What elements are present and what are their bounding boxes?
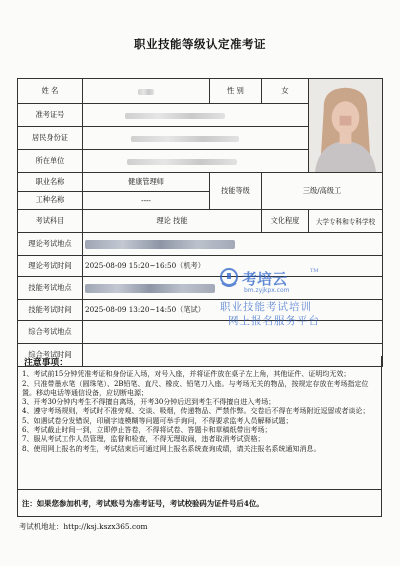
- machine-exam-notice: 注：如果您参加机考，考试账号为准考证号，考试校验码为证件号后4位。: [17, 490, 382, 517]
- note-item: 1、考试前15分钟凭准考证和身份证入场，对号入座，并将证件放在桌子左上角，其他证件、证明均无效；: [22, 370, 351, 379]
- unit-label: 所在单位: [18, 150, 83, 173]
- watermark-line2: 网上报名服务平台: [228, 315, 320, 327]
- id-label: 居民身份证: [18, 127, 83, 150]
- id-photo: [309, 79, 383, 173]
- note-item: 2、只准带墨水笔（圆珠笔）、2B铅笔、直尺、橡皮、铅笔刀入座。与考场无关的物品，按规定存放在考场指定位置。移动电话等通信设备，应切断电源；: [22, 379, 369, 397]
- level-label: 技能等级: [210, 173, 262, 210]
- skill-time-label: 技能考试时间: [18, 300, 83, 321]
- theory-time-value: 2025-08-09 15:20~16:50（机考）: [83, 256, 383, 277]
- cloud-logo-icon: [218, 268, 240, 288]
- watermark-brand: 考培云: [242, 270, 288, 288]
- theory-place-label: 理论考试地点: [18, 233, 83, 256]
- theory-place-value: [83, 233, 383, 256]
- name-label: 姓 名: [18, 79, 83, 104]
- info-table: [17, 78, 383, 367]
- unit-value: [83, 150, 309, 173]
- watermark-tm: TM: [310, 268, 319, 274]
- comp-place-label: 综合考试地点: [18, 321, 83, 344]
- worktype-label: 工种名称: [18, 191, 83, 210]
- comp-time-label: 综合考试时间: [18, 344, 83, 367]
- worktype-value: ----: [83, 191, 210, 210]
- theory-time-label: 理论考试时间: [18, 256, 83, 277]
- notes-heading: 注意事项：: [24, 358, 68, 368]
- skill-place-label: 技能考试地点: [18, 277, 83, 300]
- exam-address: 考试机地址：http://ksj.kszx365.com: [19, 522, 148, 531]
- gender-value: 女: [262, 79, 309, 104]
- note-item: 7、服从考试工作人员管理，监督和检查，不得无理取闹，违者取消考试资格；: [22, 435, 265, 444]
- note-item: 6、考试截止时间一到，立即停止答卷，不得将试卷、答题卡和草稿纸带出考场；: [22, 426, 272, 435]
- education-label: 文化程度: [262, 210, 309, 233]
- kaopeiyun-watermark: [218, 268, 328, 330]
- notes-section: [17, 356, 382, 490]
- id-value: [83, 127, 309, 150]
- level-value: 三级/高级工: [262, 173, 383, 210]
- subject-value: 理论 技能: [83, 210, 262, 233]
- ticket-value: [83, 104, 309, 127]
- note-item: 8、使用网上报名的考生，考试结束后可通过网上报名系统查询成绩，请关注报名系统通知消息。: [22, 444, 321, 453]
- subject-label: 考试科目: [18, 210, 83, 233]
- note-item: 5、如遇试卷分发错误，印刷字迹模糊等问题可举手询问，不得要求监考人员解释试题；: [22, 416, 293, 425]
- note-item: 4、遵守考场规则，考试时不准旁观、交谈、吸烟，传递物品、严禁作弊。交卷后不得在考场附近逗留或者谈论；: [22, 407, 370, 416]
- watermark-url: bm.zyjkpx.com: [244, 287, 290, 294]
- note-item: 3、开考30分钟内考生不得擅自离场，开考30分钟后迟到考生不得擅自进入考场；: [22, 398, 276, 407]
- occupation-label: 职业名称: [18, 173, 83, 192]
- occupation-value: 健康管理师: [83, 173, 210, 192]
- page-title: 职业技能等级认定准考证: [134, 37, 266, 51]
- education-value: 大学专科和专科学校: [309, 210, 383, 233]
- skill-time-value: 2025-08-09 13:20~14:50（笔试）: [83, 300, 383, 321]
- gender-label: 性 别: [210, 79, 262, 104]
- ticket-label: 准考证号: [18, 104, 83, 127]
- watermark-line1: 职业技能考试培训: [220, 301, 312, 313]
- name-value: [83, 79, 210, 104]
